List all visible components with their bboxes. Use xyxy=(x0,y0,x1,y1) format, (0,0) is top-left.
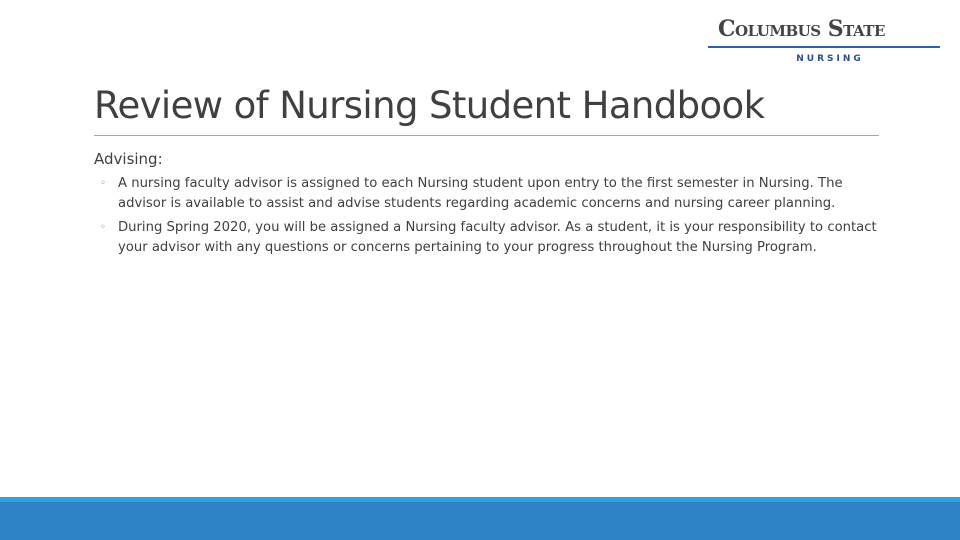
bullet-text: A nursing faculty advisor is assigned to each Nursing student upon entry to the first semester in Nursing. The advisor is available to assist and advise students regarding academic concerns and nursing career planning. xyxy=(118,176,843,211)
section-heading: Advising: xyxy=(94,150,163,168)
ring-bullet-icon: ◦ xyxy=(100,222,106,233)
logo-divider xyxy=(708,46,940,48)
bullet-text: During Spring 2020, you will be assigned a Nursing faculty advisor. As a student, it is your responsibility to contact your advisor with any questions or concerns pertaining to your progress throughout the Nursing Program. xyxy=(118,220,877,255)
columbus-state-logo xyxy=(708,14,942,68)
ring-bullet-icon: ◦ xyxy=(100,178,106,189)
logo-name: Columbus State xyxy=(718,16,885,42)
bullet-item-advisor-assignment xyxy=(100,174,885,214)
bullet-list xyxy=(100,174,885,262)
footer-band-highlight xyxy=(0,497,960,502)
bullet-item-spring-2020 xyxy=(100,218,885,258)
footer-band xyxy=(0,497,960,540)
slide-title: Review of Nursing Student Handbook xyxy=(94,84,765,127)
logo-subtitle: NURSING xyxy=(796,54,864,64)
title-divider xyxy=(94,135,879,136)
